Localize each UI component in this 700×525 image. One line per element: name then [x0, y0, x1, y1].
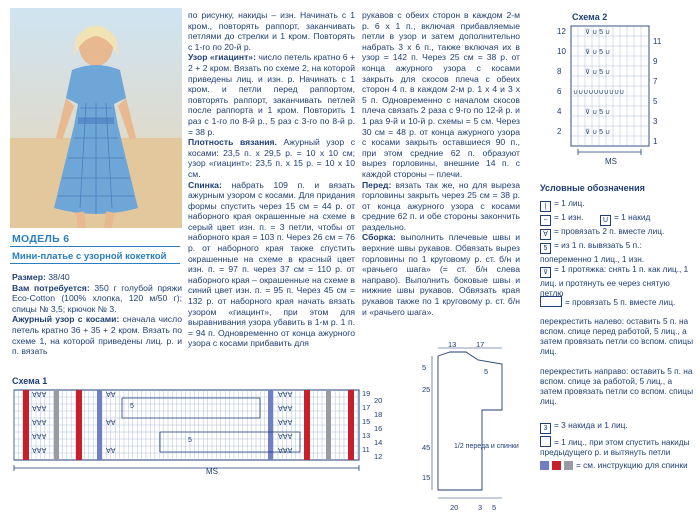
svg-text:9: 9	[653, 57, 658, 66]
model-subtitle: Мини-платье с узорной кокеткой	[12, 251, 167, 262]
svg-text:20: 20	[450, 503, 459, 512]
legend-item: ⊽ = 1 протяжка: снять 1 п. как лиц., 1 лиц. и протянуть ее через снятую петлю	[540, 264, 689, 298]
svg-text:45: 45	[422, 443, 431, 452]
svg-text:18: 18	[374, 410, 383, 419]
legend-item: U = 1 накид	[600, 212, 650, 226]
schema1-ms: MS	[206, 467, 218, 476]
svg-text:⊽ ∪ 5 ∪: ⊽ ∪ 5 ∪	[585, 29, 611, 36]
svg-text:⊽ ∪ 5 ∪: ⊽ ∪ 5 ∪	[585, 49, 611, 56]
svg-text:16: 16	[374, 424, 383, 433]
schema1-chart	[10, 388, 386, 476]
legend-item: = 1 лиц., при этом спустить накиды предыдущего р. и вытянуть петли	[540, 437, 690, 457]
svg-text:17: 17	[362, 403, 371, 412]
svg-text:7: 7	[653, 77, 658, 86]
svg-text:MS: MS	[605, 157, 617, 166]
svg-text:25: 25	[422, 385, 431, 394]
svg-text:4: 4	[557, 107, 562, 116]
svg-text:1/2 переда и спинки: 1/2 переда и спинки	[454, 443, 519, 450]
svg-text:∀∀∀: ∀∀∀	[32, 420, 47, 427]
svg-text:∀∀: ∀∀	[106, 448, 116, 455]
instructions-col-3: рукавов с обеих сторон в каждом 2-м р. 6 x 1 п., включая прибавляемые петли в узор и затем дополнительно набрать 3 x 6 п., также включая их в узор = 142 п. Через 25 см = 38 р. от конца ажурного узора с косами закрыть для скосов плеча с обеих сторон 4 п. в каждом 2-м р. 1 x 4 и 3 x 5 п. Одновременно с началом скосов плеча связать 2 раза с 9-го по 12-й р. и 1 раз 9-й и 10-й р. схемы = 5 см. Через 30 см = 48 р. от конца ажурного узора с косами закрыть оставшиеся 90 п., при этом средние 62 п. образуют вырез горловины, внешние 14 п. с каждой стороны – плечи. Перед: вязать так же, но для выреза горловины закрыть через 25 см = 38 р. от конца ажурного узора с косами средние 62 п. и обе стороны закончить раздельно. Сборка: выполнить плечевые швы и верхние швы рукавов. Обвязать вырез горловины по 1 круговому р. ст. б/н и «рачьего шага» (= ст. б/н слева направо). Выполнить боковые швы и нижние швы рукавов. Обвязать края рукавов также по 1 круговому р. ст. б/н и «рачьего шага».	[362, 10, 520, 317]
model-title: МОДЕЛЬ 6	[12, 233, 70, 245]
legend-item: перекрестить направо: оставить 5 п. на вспом. спице за работой, 5 лиц., а затем провязать петли со вспом. спицы лиц.	[540, 366, 694, 406]
svg-text:11: 11	[362, 445, 370, 454]
svg-text:∀∀: ∀∀	[106, 420, 116, 427]
svg-text:8: 8	[557, 67, 562, 76]
svg-text:2: 2	[557, 127, 562, 136]
svg-text:5: 5	[492, 503, 497, 512]
svg-text:13: 13	[362, 431, 371, 440]
materials-text: Размер: 38/40 Вам потребуется: 350 г голубой пряжи Eco-Cotton (100% хлопка, 120 м/50 г); спицы № 3,5; крючок № 3. Ажурный узор с косами: сначала число петель кратно 36 + 35 + 2 кром. Вязать по схеме 1, на которой приведены лиц. р. и п. вязать	[12, 272, 182, 357]
color-swatch-gray	[564, 461, 573, 470]
svg-text:∀∀∀: ∀∀∀	[278, 448, 293, 455]
svg-text:5: 5	[484, 367, 489, 376]
legend-title: Условные обозначения	[540, 183, 645, 193]
svg-text:17: 17	[476, 340, 485, 349]
legend-item: − = 1 изн.	[540, 212, 583, 226]
svg-text:⊽ ∪ 5 ∪: ⊽ ∪ 5 ∪	[585, 109, 611, 116]
svg-text:15: 15	[422, 473, 431, 482]
svg-text:∀∀∀: ∀∀∀	[32, 406, 47, 413]
color-swatch-red	[552, 461, 561, 470]
svg-text:15: 15	[362, 417, 371, 426]
schema1-title: Схема 1	[12, 376, 48, 386]
schema2-title: Схема 2	[572, 12, 608, 22]
svg-text:12: 12	[557, 27, 566, 36]
legend-item: 5 = из 1 п. вывязать 5 п.: попеременно 1 лиц., 1 изн.	[540, 240, 645, 264]
svg-text:11: 11	[653, 37, 662, 46]
schema1-five-a: 5	[130, 403, 134, 410]
svg-text:3: 3	[478, 503, 483, 512]
color-swatch-blue	[540, 461, 549, 470]
pattern-diagram	[420, 340, 520, 520]
svg-text:12: 12	[374, 452, 383, 461]
subtitle-divider	[10, 263, 180, 264]
svg-text:∀∀∀: ∀∀∀	[278, 392, 293, 399]
model-photo	[10, 8, 182, 228]
legend-item: ∀ = провязать 2 п. вместе лиц.	[540, 226, 664, 240]
svg-text:⊽ ∪ 5 ∪: ⊽ ∪ 5 ∪	[585, 129, 611, 136]
svg-text:∀∀∀: ∀∀∀	[32, 448, 47, 455]
legend-item: | = 1 лиц.	[540, 198, 585, 212]
svg-text:14: 14	[374, 438, 383, 447]
svg-text:∀∀: ∀∀	[106, 392, 116, 399]
svg-text:20: 20	[374, 396, 383, 405]
legend-item: = провязать 5 п. вместе лиц.	[540, 296, 695, 307]
instructions-col-2: по рисунку, накиды – изн. Начинать с 1 кром., повторять раппорт, заканчивать петлями до стрелки и 1 кром. Повторять с 1-го по 20-й р. Узор «гиацинт»: число петель кратно 6 + 2 + 2 кром. Вязать по схеме 2, на которой приведены лиц. и изн. р. Начинать с 1 кром. и петли перед раппортом, повторять раппорт, заканчивать петлей после раппорта и 1 кром. Повторить 1 раз с 1-го по 8-й р., 5 раз с 3-го по 8-й р. = 38 р. Плотность вязания. Ажурный узор с косами: 23,5 п. x 29,5 р. = 10 x 10 см; узор «гиацинт»: 23,5 п. x 15 р. = 10 x 10 см. Спинка: набрать 109 п. и вязать ажурным узором с косами. Для придания формы спустить через 15 см = 44 р. от наборного края окрашенные на схеме в серый цвет изн. п. = 3 петли, чтобы от наборного края = 103 п. Через 26 см = 76 р. от наборного края также спустить окрашенные на схеме в красный цвет изн. п. = 97 п. через 37 см = 110 р. от наборного края – окрашенные на схеме в синий цвет изн. п. = 95 п. Через 45 см = 132 р. от наборного края начать вязать узором «гиацинт», при этом для выравнивания узора убавить в 1-м р. 1 п. = 94 п. Одновременно от конца ажурного узора с косами прибавить для	[188, 10, 356, 349]
svg-text:1: 1	[653, 137, 658, 146]
svg-text:∀∀∀: ∀∀∀	[278, 434, 293, 441]
svg-text:5: 5	[653, 97, 658, 106]
svg-text:∪∪∪∪∪∪∪∪∪∪: ∪∪∪∪∪∪∪∪∪∪	[573, 89, 625, 96]
svg-text:13: 13	[448, 340, 457, 349]
schema2-chart	[555, 24, 695, 166]
svg-text:5: 5	[422, 363, 427, 372]
legend-colors: = см. инструкцию для спинки	[540, 460, 695, 470]
svg-text:∀∀∀: ∀∀∀	[32, 434, 47, 441]
svg-text:∀∀∀: ∀∀∀	[278, 406, 293, 413]
svg-text:19: 19	[362, 389, 371, 398]
svg-text:⊽ ∪ 5 ∪: ⊽ ∪ 5 ∪	[585, 69, 611, 76]
svg-text:∀∀∀: ∀∀∀	[278, 420, 293, 427]
legend-item: 3 = 3 накида и 1 лиц.	[540, 420, 628, 434]
svg-text:3: 3	[653, 117, 658, 126]
legend-item: перекрестить налево: оставить 5 п. на вспом. спице перед работой, 5 лиц., а затем провязать петли со вспом. спицы лиц.	[540, 316, 694, 356]
svg-text:10: 10	[557, 47, 566, 56]
svg-text:∀∀∀: ∀∀∀	[32, 392, 47, 399]
title-divider	[10, 246, 180, 247]
svg-text:6: 6	[557, 87, 562, 96]
schema1-five-b: 5	[188, 437, 192, 444]
